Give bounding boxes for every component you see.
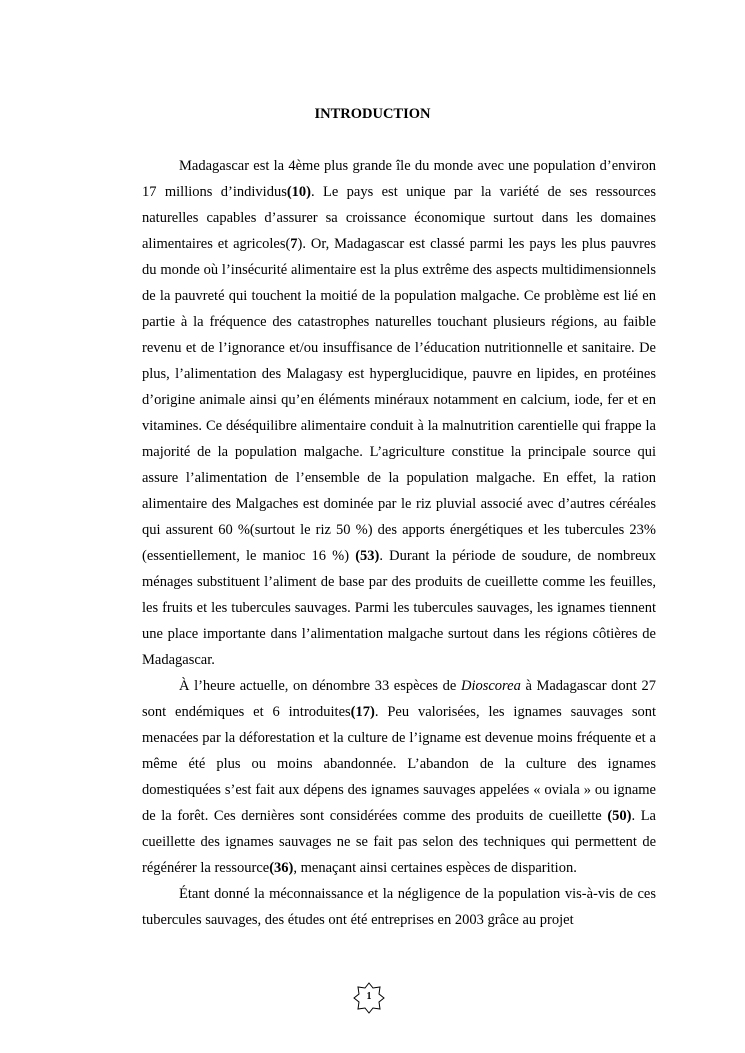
page-number: 1 <box>366 991 372 1002</box>
citation-ref: (50) <box>607 808 632 824</box>
text-run: ). Or, Madagascar est classé parmi les pays les plus pauvres du monde où l’insécurité alimentaire est la plus extrême des aspects multidimensionnels de la pauvreté qui touchent la moitié de la population malgache. Ce problème est lié en partie à la fréquence des catastrophes naturelles touchant plusieurs régions, au faible revenu et de l’ignorance et/ou insuffisance de l’éducation nutritionnelle et sanitaire. De plus, l’alimentation des Malagasy est hyperglucidique, pauvre en lipides, en protéines d’origine animale ainsi qu’en éléments minéraux notamment en calcium, iode, fer et en vitamines. Ce déséquilibre alimentaire conduit à la malnutrition carentielle qui frappe la majorité de la population malgache. L’agriculture constitue la principale source qui assure l’alimentation de l’ensemble de la population malgache. En effet, la ration alimentaire des Malgaches est dominée par le riz pluvial associé avec d’autres céréales qui assurent 60 %(surtout le riz 50 %) des apports énergétiques et les tubercules 23% (essentiellement, le manioc 16 %) <box>142 236 656 564</box>
text-run: À l’heure actuelle, on dénombre 33 espèces de <box>179 678 461 694</box>
text-run: Madagascar est la 4ème plus grande île du monde avec une population d’environ 17 millions d’individus <box>142 158 656 200</box>
body-text <box>142 153 656 933</box>
paragraph-3 <box>142 881 656 933</box>
citation-ref: 7 <box>290 236 298 252</box>
citation-ref: (10) <box>286 184 312 200</box>
citation-ref: (36) <box>269 860 294 876</box>
page-title: INTRODUCTION <box>314 106 431 122</box>
citation-ref: (17) <box>350 704 375 720</box>
text-run: . Durant la période de soudure, de nombreux ménages substituent l’aliment de base par des produits de cueillette comme les feuilles, les fruits et les tubercules sauvages. Parmi les tubercules sauvages, les ignames tiennent une place importante dans l’alimentation malgache surtout dans les régions côtières de Madagascar. <box>142 548 657 668</box>
paragraph-2 <box>142 673 656 881</box>
text-run: , menaçant ainsi certaines espèces de disparition. <box>293 860 577 876</box>
text-run: . La cueillette des ignames sauvages ne se fait pas selon des techniques qui permettent de régénérer la ressource <box>142 808 656 876</box>
italic-term: Dioscorea <box>460 678 521 694</box>
text-run: . Peu valorisées, les ignames sauvages sont menacées par la déforestation et la culture de l’igname est devenue moins fréquente et a même été plus ou moins abandonnée. L’abandon de la culture des ignames domestiquées s’est fait aux dépens des ignames sauvages appelées « oviala » ou igname de la forêt. Ces dernières sont considérées comme des produits de cueillette <box>142 704 657 824</box>
text-run: . Le pays est unique par la variété de ses ressources naturelles capables d’assurer sa croissance économique surtout dans les domaines alimentaires et agricoles( <box>142 184 657 252</box>
citation-ref: (53) <box>355 548 380 564</box>
text-run: à Madagascar dont 27 sont endémiques et 6 introduites <box>142 678 656 720</box>
text-run: Étant donné la méconnaissance et la négligence de la population vis-à-vis de ces tubercules sauvages, des études ont été entreprises en 2003 grâce au projet <box>142 886 656 928</box>
page-number-badge <box>353 982 385 1014</box>
paragraph-1 <box>142 153 656 673</box>
